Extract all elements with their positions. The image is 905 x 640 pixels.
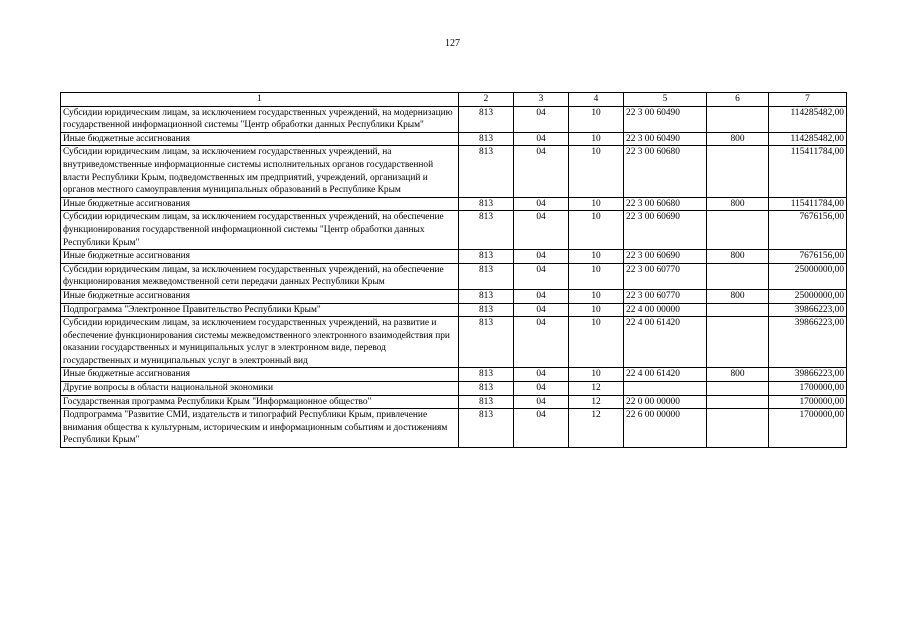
row-col-5: 22 3 00 60690	[624, 211, 707, 250]
row-col-4: 10	[569, 132, 624, 146]
table-row	[61, 409, 847, 448]
row-col-4: 10	[569, 289, 624, 303]
row-col-2: 813	[459, 303, 514, 317]
table-row	[61, 106, 847, 132]
row-amount: 115411784,00	[769, 146, 847, 197]
row-col-6	[707, 303, 769, 317]
row-col-4: 10	[569, 263, 624, 289]
row-col-6: 800	[707, 197, 769, 211]
row-col-6	[707, 395, 769, 409]
row-col-5: 22 3 00 60680	[624, 197, 707, 211]
table-row	[61, 382, 847, 396]
row-col-6: 800	[707, 368, 769, 382]
row-col-6	[707, 382, 769, 396]
row-col-3: 04	[514, 303, 569, 317]
row-col-3: 04	[514, 197, 569, 211]
row-name: Иные бюджетные ассигнования	[61, 197, 459, 211]
table-row	[61, 317, 847, 368]
row-col-5: 22 3 00 60490	[624, 106, 707, 132]
row-name: Подпрограмма "Электронное Правительство Республики Крым"	[61, 303, 459, 317]
row-amount: 7676156,00	[769, 250, 847, 264]
row-amount: 114285482,00	[769, 106, 847, 132]
row-col-2: 813	[459, 289, 514, 303]
row-col-3: 04	[514, 317, 569, 368]
row-name: Государственная программа Республики Крым "Информационное общество"	[61, 395, 459, 409]
table-row	[61, 395, 847, 409]
column-header: 4	[569, 93, 624, 107]
row-col-4: 12	[569, 395, 624, 409]
row-name: Иные бюджетные ассигнования	[61, 368, 459, 382]
row-col-2: 813	[459, 197, 514, 211]
row-col-6	[707, 263, 769, 289]
table-row	[61, 132, 847, 146]
row-col-6	[707, 211, 769, 250]
row-col-3: 04	[514, 263, 569, 289]
row-col-6	[707, 409, 769, 448]
row-col-3: 04	[514, 382, 569, 396]
row-amount: 25000000,00	[769, 263, 847, 289]
row-name: Субсидии юридическим лицам, за исключением государственных учреждений, на обеспечение функционирования государственной информационной системы "Центр обработки данных Республики Крым"	[61, 211, 459, 250]
row-name: Субсидии юридическим лицам, за исключением государственных учреждений, на модернизацию государственной информационной системы "Центр обработки данных Республики Крым"	[61, 106, 459, 132]
row-col-4: 10	[569, 146, 624, 197]
row-col-6	[707, 317, 769, 368]
row-col-3: 04	[514, 106, 569, 132]
row-col-5: 22 3 00 60680	[624, 146, 707, 197]
row-col-3: 04	[514, 409, 569, 448]
row-col-2: 813	[459, 132, 514, 146]
row-col-5: 22 3 00 60490	[624, 132, 707, 146]
row-col-4: 10	[569, 250, 624, 264]
row-col-5: 22 3 00 60690	[624, 250, 707, 264]
row-col-2: 813	[459, 250, 514, 264]
row-col-4: 10	[569, 368, 624, 382]
row-col-2: 813	[459, 395, 514, 409]
row-col-3: 04	[514, 146, 569, 197]
row-col-2: 813	[459, 409, 514, 448]
row-col-4: 10	[569, 211, 624, 250]
column-header: 7	[769, 93, 847, 107]
row-col-2: 813	[459, 106, 514, 132]
column-header: 3	[514, 93, 569, 107]
row-amount: 114285482,00	[769, 132, 847, 146]
table-row	[61, 263, 847, 289]
row-amount: 1700000,00	[769, 382, 847, 396]
row-col-2: 813	[459, 263, 514, 289]
row-col-6: 800	[707, 250, 769, 264]
row-col-3: 04	[514, 211, 569, 250]
row-col-6: 800	[707, 289, 769, 303]
row-col-2: 813	[459, 368, 514, 382]
row-col-3: 04	[514, 132, 569, 146]
row-name: Иные бюджетные ассигнования	[61, 250, 459, 264]
row-col-3: 04	[514, 250, 569, 264]
row-col-5: 22 4 00 61420	[624, 317, 707, 368]
row-col-4: 12	[569, 409, 624, 448]
row-col-5: 22 0 00 00000	[624, 395, 707, 409]
row-name: Иные бюджетные ассигнования	[61, 289, 459, 303]
row-col-4: 12	[569, 382, 624, 396]
row-amount: 1700000,00	[769, 409, 847, 448]
row-amount: 7676156,00	[769, 211, 847, 250]
row-name: Субсидии юридическим лицам, за исключением государственных учреждений, на обеспечение функционирования межведомственной сети передачи данных Республики Крым	[61, 263, 459, 289]
row-col-2: 813	[459, 382, 514, 396]
row-amount: 39866223,00	[769, 317, 847, 368]
row-col-3: 04	[514, 395, 569, 409]
row-name: Субсидии юридическим лицам, за исключением государственных учреждений, на внутриведомственные информационные системы исполнительных органов государственной власти Республики Крым, подведомственных им предприятий, учреждений, организаций и органов местного самоуправления муниципальных образований в Республике Крым	[61, 146, 459, 197]
row-col-4: 10	[569, 106, 624, 132]
row-amount: 25000000,00	[769, 289, 847, 303]
row-col-4: 10	[569, 317, 624, 368]
row-col-4: 10	[569, 197, 624, 211]
row-col-6	[707, 146, 769, 197]
row-col-2: 813	[459, 146, 514, 197]
row-col-5: 22 3 00 60770	[624, 263, 707, 289]
row-name: Иные бюджетные ассигнования	[61, 132, 459, 146]
table-row	[61, 197, 847, 211]
row-name: Другие вопросы в области национальной экономики	[61, 382, 459, 396]
table-header-row	[61, 93, 847, 107]
row-col-5: 22 6 00 00000	[624, 409, 707, 448]
column-header: 1	[61, 93, 459, 107]
row-col-6	[707, 106, 769, 132]
row-col-5: 22 4 00 00000	[624, 303, 707, 317]
row-amount: 1700000,00	[769, 395, 847, 409]
row-amount: 39866223,00	[769, 368, 847, 382]
table-row	[61, 211, 847, 250]
column-header: 2	[459, 93, 514, 107]
row-amount: 39866223,00	[769, 303, 847, 317]
table-row	[61, 250, 847, 264]
table-row	[61, 146, 847, 197]
row-name: Подпрограмма "Развитие СМИ, издательств и типографий Республики Крым, привлечение внимания общества к культурным, историческим и информационным событиям и достижениям Республики Крым"	[61, 409, 459, 448]
table-row	[61, 289, 847, 303]
row-col-6: 800	[707, 132, 769, 146]
page-number: 127	[445, 38, 460, 49]
row-col-2: 813	[459, 317, 514, 368]
row-col-3: 04	[514, 289, 569, 303]
row-col-5	[624, 382, 707, 396]
row-name: Субсидии юридическим лицам, за исключением государственных учреждений, на развитие и обеспечение функционирования системы межведомственного электронного взаимодействия при оказании государственных и муниципальных услуг в электронном виде, перевод государственных и муниципальных услуг в электронный вид	[61, 317, 459, 368]
row-col-3: 04	[514, 368, 569, 382]
row-col-5: 22 3 00 60770	[624, 289, 707, 303]
table-row	[61, 303, 847, 317]
row-col-4: 10	[569, 303, 624, 317]
row-amount: 115411784,00	[769, 197, 847, 211]
budget-table	[60, 92, 847, 448]
column-header: 6	[707, 93, 769, 107]
column-header: 5	[624, 93, 707, 107]
row-col-5: 22 4 00 61420	[624, 368, 707, 382]
table-row	[61, 368, 847, 382]
row-col-2: 813	[459, 211, 514, 250]
